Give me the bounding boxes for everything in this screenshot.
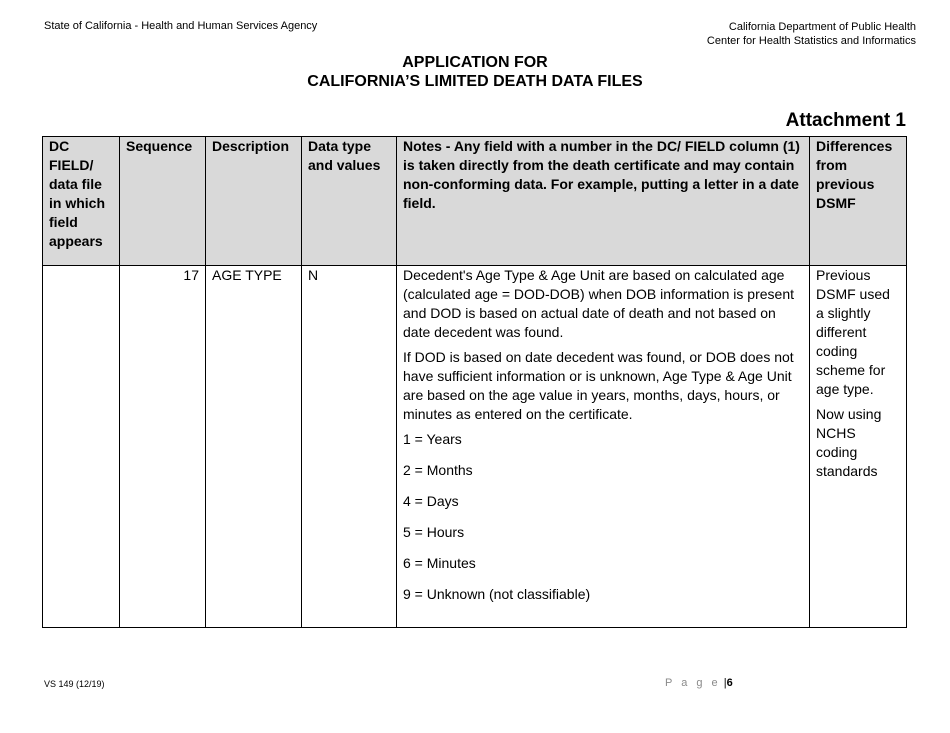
attachment-label: Attachment 1 (785, 110, 906, 131)
department-header (707, 20, 916, 48)
header-sequence: Sequence (120, 137, 206, 266)
header-dc-field: DC FIELD/ data file in which field appears (43, 137, 120, 266)
department-name: California Department of Public Health (728, 21, 916, 33)
code-unknown: 9 = Unknown (not classifiable) (403, 586, 591, 602)
agency-header: State of California - Health and Human Services Agency (44, 20, 318, 32)
header-data-type: Data type and values (302, 137, 397, 266)
center-name: Center for Health Statistics and Informatics (706, 35, 916, 47)
form-id: VS 149 (12/19) (44, 679, 105, 689)
field-table (42, 136, 907, 628)
differences-paragraph-1: Previous DSMF used a slightly different coding scheme for age type. (816, 267, 890, 397)
cell-differences (810, 266, 907, 628)
header-differences: Differences from previous DSMF (810, 137, 907, 266)
page-indicator (665, 677, 733, 689)
cell-sequence: 17 (120, 266, 206, 628)
table-header-row (43, 137, 907, 266)
code-months: 2 = Months (403, 462, 473, 478)
page-title-line1: APPLICATION FOR (402, 54, 548, 71)
page-title-line2: CALIFORNIA’S LIMITED DEATH DATA FILES (307, 73, 643, 90)
differences-paragraph-2: Now using NCHS coding standards (816, 406, 882, 479)
page-separator: | (723, 677, 727, 689)
table-row (43, 266, 907, 628)
header-notes: Notes - Any field with a number in the DC/ FIELD column (1) is taken directly from the death certificate and may contain non-conforming data. For example, putting a letter in a date field. (397, 137, 810, 266)
notes-paragraph-2: If DOD is based on date decedent was found, or DOB does not have sufficient information or is unknown, Age Type & Age Unit are based on the age value in years, months, days, hours, or minutes as entered on the certificate. (403, 349, 794, 422)
page-label: P a g e (665, 677, 721, 689)
cell-dc-field (43, 266, 120, 628)
code-days: 4 = Days (403, 493, 459, 509)
cell-notes (397, 266, 810, 628)
header-description: Description (206, 137, 302, 266)
code-years: 1 = Years (403, 431, 462, 447)
page-number: 6 (726, 677, 733, 689)
cell-description: AGE TYPE (206, 266, 302, 628)
code-hours: 5 = Hours (403, 524, 465, 540)
cell-data-type: N (302, 266, 397, 628)
notes-paragraph-1: Decedent's Age Type & Age Unit are based on calculated age (calculated age = DOD-DOB) when DOB information is present and DOD is based on actual date of death and not based on date decedent was found. (403, 267, 794, 340)
code-minutes: 6 = Minutes (403, 555, 476, 571)
